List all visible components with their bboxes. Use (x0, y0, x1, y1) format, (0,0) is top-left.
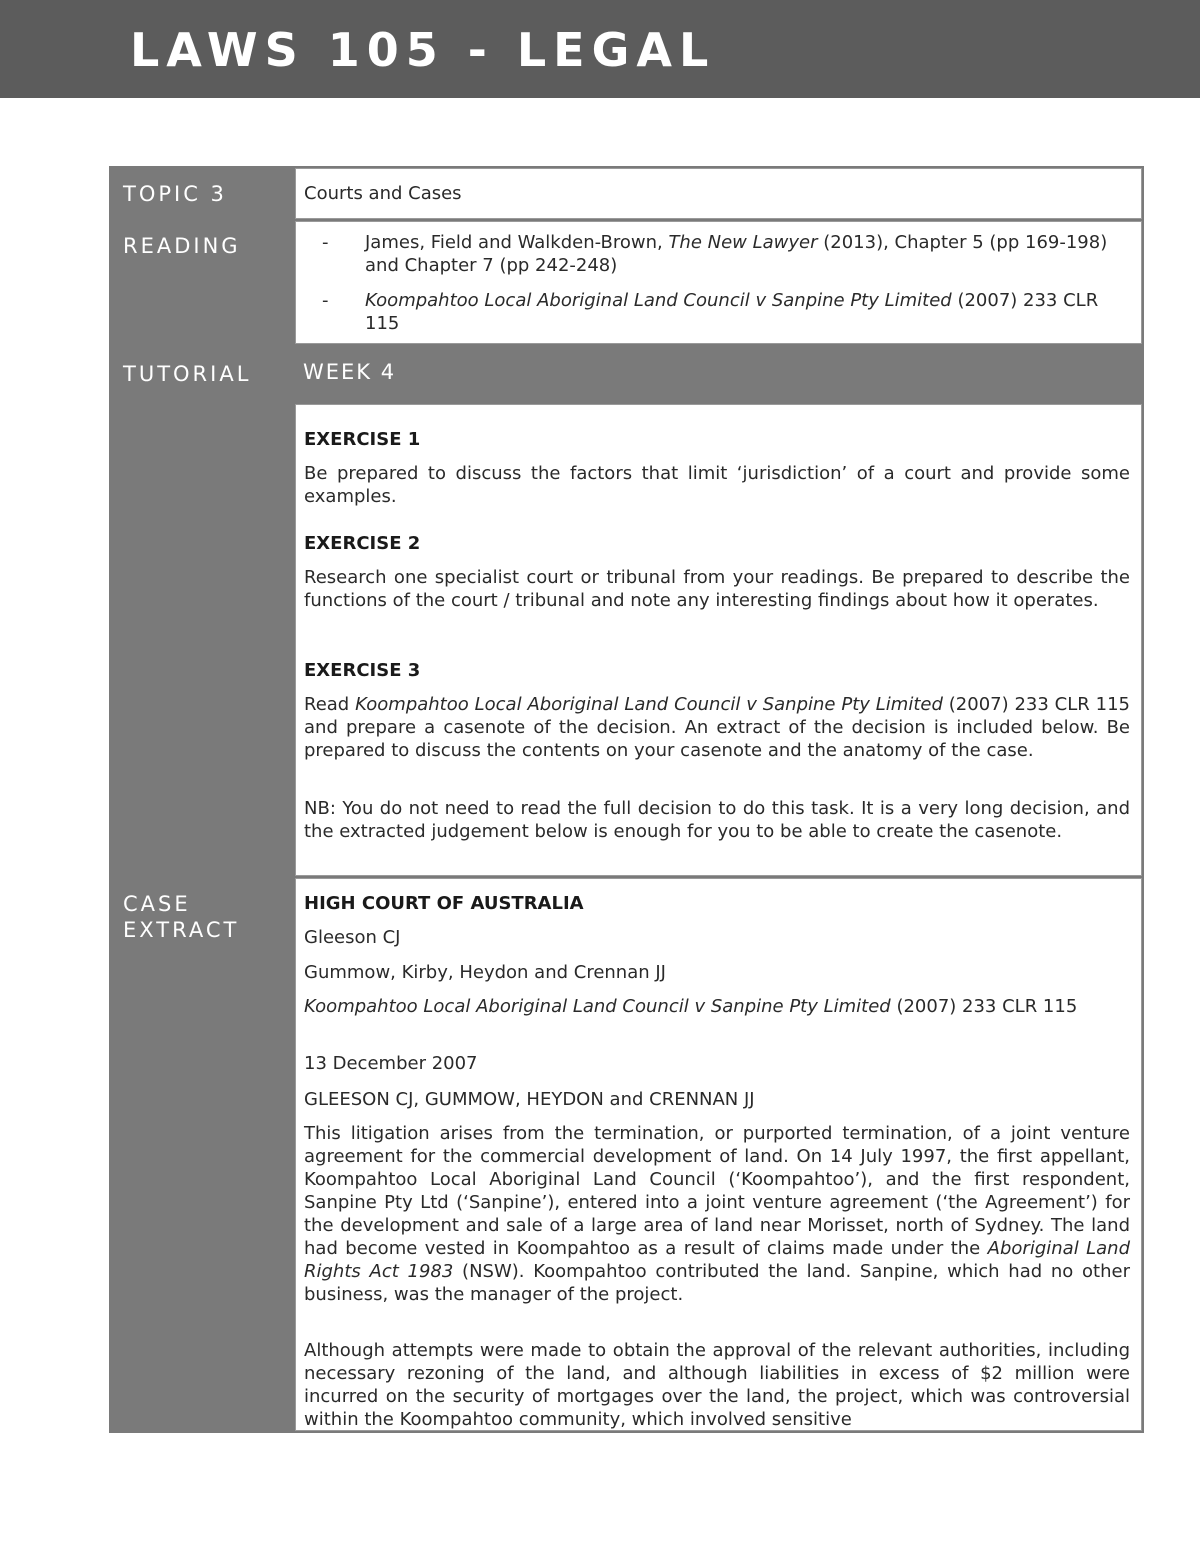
court-name: HIGH COURT OF AUSTRALIA (304, 893, 584, 914)
week-bar (295, 346, 1142, 402)
act-name: Aboriginal Land Rights Act 1983 (304, 1238, 1131, 1282)
case-extract-cell (295, 878, 1142, 1431)
header-banner (0, 0, 1200, 98)
topic-cell (295, 168, 1142, 219)
judge-name: Gleeson CJ (304, 927, 401, 948)
bullet-dash: - (322, 232, 329, 253)
topic-label: TOPIC 3 (123, 182, 227, 206)
judgment-paragraph-1 (304, 1122, 1130, 1306)
reading-item-text: (2007) 233 CLR 115 (365, 290, 1099, 334)
bench-list: GLEESON CJ, GUMMOW, HEYDON and CRENNAN JJ (304, 1089, 755, 1110)
citation-reference: (2007) 233 CLR 115 (890, 996, 1078, 1017)
case-extract-label-line: CASE (123, 892, 191, 916)
reading-item-text: James, Field and Walkden-Brown, (365, 232, 669, 253)
judges-list: Gummow, Kirby, Heydon and Crennan JJ (304, 962, 666, 983)
exercise-3-text-rest: (2007) 233 CLR 115 and prepare a casenote of the decision. An extract of the decision is included below. Be prepared to discuss the contents on your casenote and the anatomy of the case. (304, 694, 1131, 761)
topic-value: Courts and Cases (304, 183, 462, 204)
reading-label: READING (123, 234, 241, 258)
case-citation (304, 995, 1130, 1018)
case-extract-label-line: EXTRACT (123, 918, 240, 942)
case-extract-label (123, 891, 239, 943)
exercise-2-text: Research one specialist court or tribunal from your readings. Be prepared to describe the functions of the court / tribunal and note any interesting findings about how it operates. (304, 567, 1130, 611)
case-name: Koompahtoo Local Aboriginal Land Council v Sanpine Pty Limited (355, 694, 943, 715)
reading-item-title: The New Lawyer (668, 232, 818, 253)
bullet-dash: - (322, 290, 329, 311)
reading-item (296, 289, 1127, 335)
exercise-3-text (304, 693, 1130, 762)
paragraph-text: (NSW). Koompahtoo contributed the land. Sanpine, which had no other business, was the manager of the project. (304, 1261, 1130, 1305)
reading-item-text: (2013), Chapter 5 (pp 169-198) and Chapter 7 (pp 242-248) (365, 232, 1108, 276)
exercise-3-heading: EXERCISE 3 (304, 660, 421, 681)
nb-text: NB: You do not need to read the full decision to do this task. It is a very long decision, and the extracted judgement below is enough for you to be able to create the casenote. (304, 798, 1130, 842)
decision-date: 13 December 2007 (304, 1053, 478, 1074)
document-title: LAWS 105 - LEGAL (130, 23, 716, 77)
reading-item (296, 231, 1127, 277)
exercises-cell (295, 404, 1142, 876)
week-heading: WEEK 4 (303, 360, 397, 384)
reading-cell (295, 221, 1142, 344)
reading-item-title: Koompahtoo Local Aboriginal Land Council v Sanpine Pty Limited (365, 290, 952, 311)
exercise-3-text-lead: Read (304, 694, 356, 715)
exercise-1-heading: EXERCISE 1 (304, 429, 421, 450)
case-name: Koompahtoo Local Aboriginal Land Council v Sanpine Pty Limited (304, 996, 891, 1017)
exercise-1-text: Be prepared to discuss the factors that limit ‘jurisdiction’ of a court and provide some examples. (304, 463, 1130, 507)
exercise-2-heading: EXERCISE 2 (304, 533, 421, 554)
paragraph-text: This litigation arises from the termination, or purported termination, of a joint venture agreement for the commercial development of land. On 14 July 1997, the first appellant, Koompahtoo Local Aboriginal Land Council (‘Koompahtoo’), and the first respondent, Sanpine Pty Ltd (‘Sanpine’), entered into a joint venture agreement (‘the Agreement’) for the development and sale of a large area of land near Morisset, north of Sydney. The land had become vested in Koompahtoo as a result of claims made under the (304, 1123, 1130, 1259)
judgment-paragraph-2: Although attempts were made to obtain the approval of the relevant authorities, including necessary rezoning of the land, and although liabilities in excess of $2 million were incurred on the security of mortgages over the land, the project, which was controversial within the Koompahtoo community, which involved sensitive (304, 1340, 1130, 1430)
tutorial-label: TUTORIAL (123, 362, 252, 386)
course-table (109, 166, 1144, 1433)
